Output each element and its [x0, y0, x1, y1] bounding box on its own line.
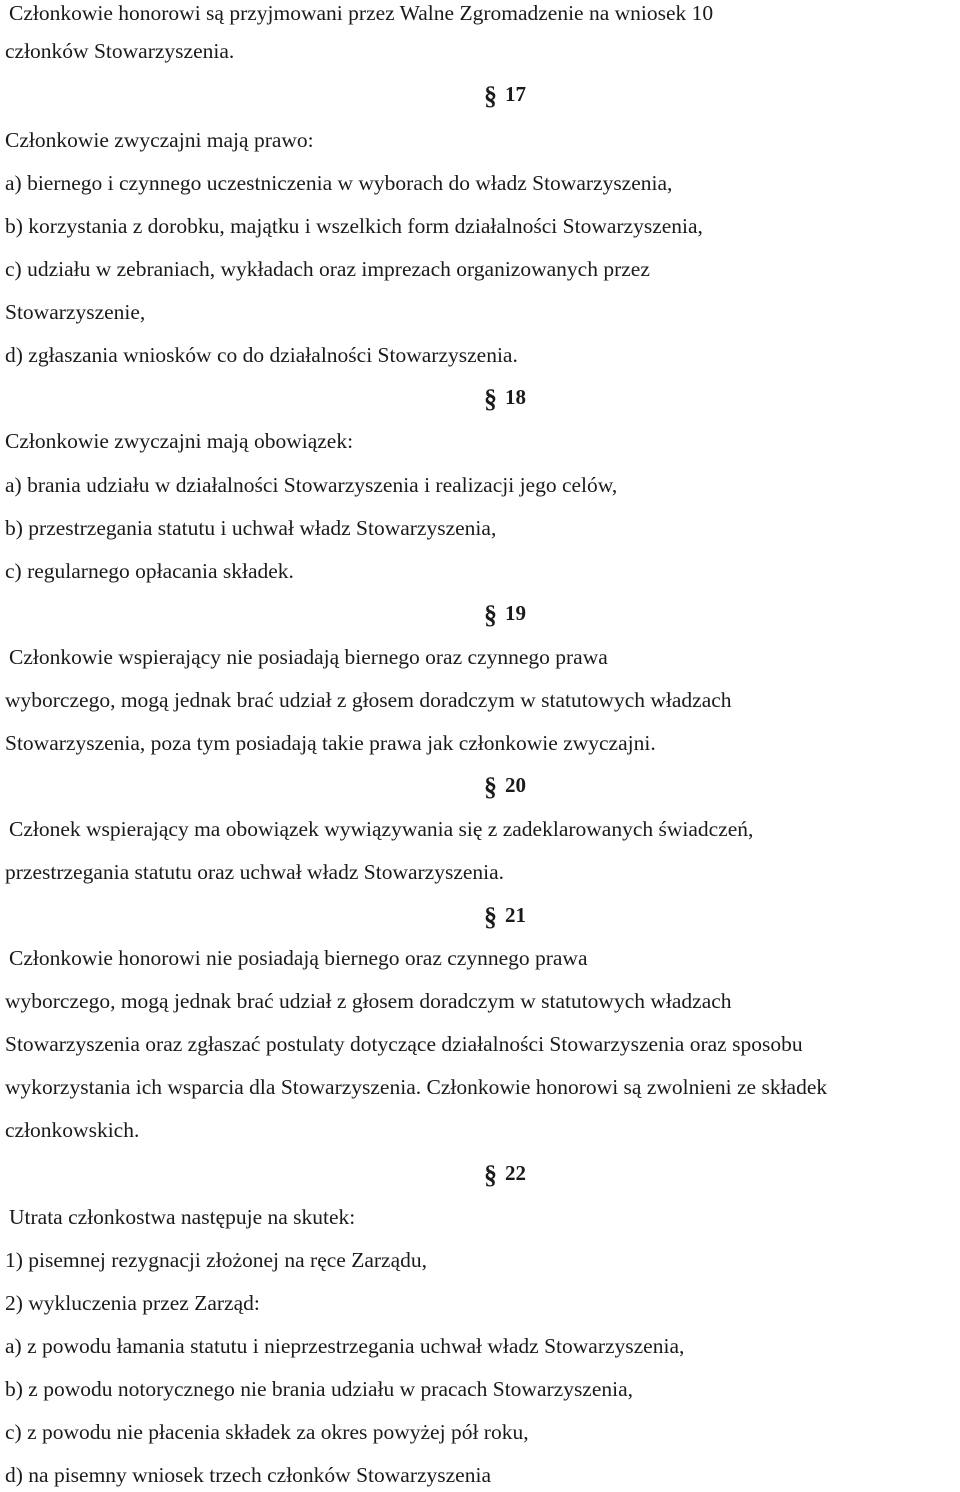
text-line: członkowskich. [5, 1118, 140, 1142]
text-line: Członkowie zwyczajni mają prawo: [5, 128, 314, 152]
text-line: Członek wspierający ma obowiązek wywiązywania się z zadeklarowanych świadczeń, [9, 817, 754, 841]
section-heading-17 [484, 80, 526, 110]
section-sign: § [484, 384, 497, 413]
list-item: c) udziału w zebraniach, wykładach oraz imprezach organizowanych przez [5, 257, 650, 281]
list-item: d) zgłaszania wniosków co do działalności Stowarzyszenia. [5, 343, 518, 367]
text-line: członków Stowarzyszenia. [5, 39, 235, 63]
section-number: 20 [505, 773, 526, 797]
text-line: Stowarzyszenia, poza tym posiadają takie prawa jak członkowie zwyczajni. [5, 731, 656, 755]
section-sign: § [484, 902, 497, 931]
text-line: Członkowie honorowi nie posiadają biernego oraz czynnego prawa [9, 946, 588, 970]
section-number: 17 [505, 82, 526, 106]
list-item: c) regularnego opłacania składek. [5, 559, 294, 583]
section-number: 21 [505, 903, 526, 927]
text-line: wyborczego, mogą jednak brać udział z głosem doradczym w statutowych władzach [5, 989, 732, 1013]
list-item: 2) wykluczenia przez Zarząd: [5, 1291, 260, 1315]
section-heading-20 [484, 771, 526, 801]
text-line: Członkowie honorowi są przyjmowani przez Walne Zgromadzenie na wniosek 10 [9, 1, 714, 25]
text-line: przestrzegania statutu oraz uchwał władz Stowarzyszenia. [5, 860, 505, 884]
section-sign: § [484, 772, 497, 801]
list-item: a) z powodu łamania statutu i nieprzestrzegania uchwał władz Stowarzyszenia, [5, 1334, 685, 1358]
list-item: c) z powodu nie płacenia składek za okres powyżej pół roku, [5, 1420, 529, 1444]
section-number: 18 [505, 385, 526, 409]
section-sign: § [484, 81, 497, 110]
section-number: 22 [505, 1161, 526, 1185]
text-line: wyborczego, mogą jednak brać udział z głosem doradczym w statutowych władzach [5, 688, 732, 712]
list-item: 1) pisemnej rezygnacji złożonej na ręce Zarządu, [5, 1248, 428, 1272]
section-heading-19 [484, 599, 526, 629]
text-line: Stowarzyszenie, [5, 300, 146, 324]
text-line: Stowarzyszenia oraz zgłaszać postulaty dotyczące działalności Stowarzyszenia oraz sposobu [5, 1032, 803, 1056]
text-line: wykorzystania ich wsparcia dla Stowarzyszenia. Członkowie honorowi są zwolnieni ze składek [5, 1075, 828, 1099]
text-line: Członkowie wspierający nie posiadają biernego oraz czynnego prawa [9, 645, 608, 669]
section-number: 19 [505, 601, 526, 625]
section-heading-21 [484, 901, 526, 931]
list-item: a) brania udziału w działalności Stowarzyszenia i realizacji jego celów, [5, 473, 618, 497]
section-sign: § [484, 1160, 497, 1189]
section-heading-22 [484, 1159, 526, 1189]
section-heading-18 [484, 383, 526, 413]
list-item: b) korzystania z dorobku, majątku i wszelkich form działalności Stowarzyszenia, [5, 214, 703, 238]
list-item: a) biernego i czynnego uczestniczenia w wyborach do władz Stowarzyszenia, [5, 171, 673, 195]
text-line: Członkowie zwyczajni mają obowiązek: [5, 429, 354, 453]
list-item: d) na pisemny wniosek trzech członków Stowarzyszenia [5, 1463, 491, 1487]
list-item: b) z powodu notorycznego nie brania udziału w pracach Stowarzyszenia, [5, 1377, 634, 1401]
text-line: Utrata członkostwa następuje na skutek: [9, 1205, 356, 1229]
section-sign: § [484, 600, 497, 629]
list-item: b) przestrzegania statutu i uchwał władz Stowarzyszenia, [5, 516, 497, 540]
